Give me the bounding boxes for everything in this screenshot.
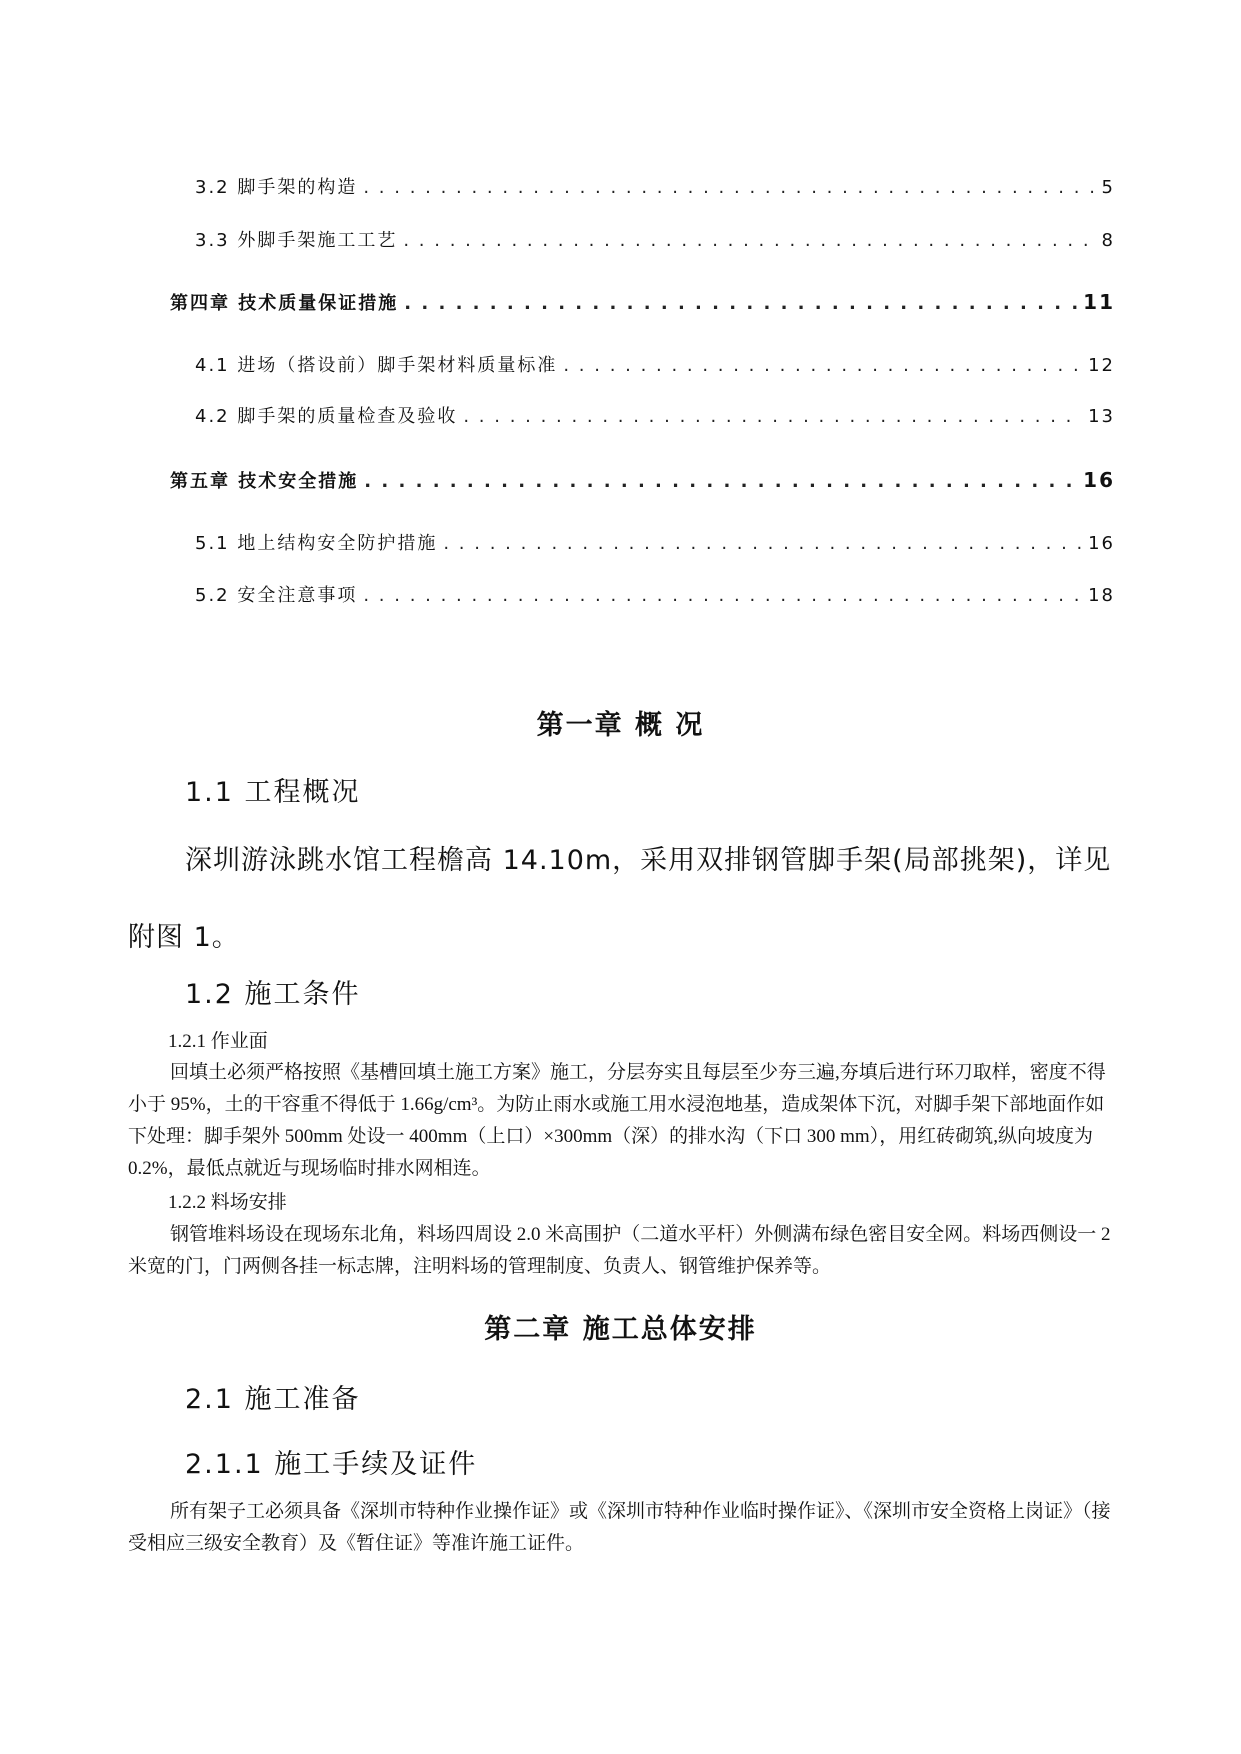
toc-leader-dots (363, 177, 1095, 198)
toc-entry-page: 8 (1101, 230, 1115, 251)
toc-entry-label: 3.3 外脚手架施工工艺 (195, 230, 398, 251)
toc-entry-label: 第四章 技术质量保证措施 (170, 293, 399, 314)
toc-entry-page: 16 (1088, 533, 1115, 554)
toc-entry[interactable] (195, 402, 1115, 428)
toc-entry-label: 3.2 脚手架的构造 (195, 177, 358, 198)
section-2-1-heading: 2.1 施工准备 (185, 1384, 361, 1415)
toc-entry-page: 13 (1088, 406, 1115, 427)
chapter-1-title: 第一章 概 况 (536, 710, 705, 741)
toc-entry[interactable] (195, 529, 1115, 555)
section-1-1-heading: 1.1 工程概况 (185, 777, 361, 808)
section-1-2-1-heading: 1.2.1 作业面 (168, 1031, 268, 1052)
toc-leader-dots (364, 471, 1077, 492)
toc-leader-dots (443, 533, 1082, 554)
toc-entry-page: 5 (1101, 177, 1115, 198)
toc-entry[interactable] (195, 173, 1115, 199)
toc-entry-page: 12 (1088, 355, 1115, 376)
section-1-2-heading: 1.2 施工条件 (185, 979, 361, 1010)
section-1-2-2-heading: 1.2.2 料场安排 (168, 1192, 287, 1213)
toc-chapter-entry[interactable] (170, 289, 1115, 315)
toc-leader-dots (404, 293, 1077, 314)
section-1-2-1-paragraph: 回填土必须严格按照《基槽回填土施工方案》施工，分层夯实且每层至少夯三遍,夯填后进行环刀取样，密度不得小于 95%，土的干容重不得低于 1.66g/cm³。为防止雨水或施工用水浸泡地基，造成架体下沉，对脚手架下部地面作如下处理：脚手架外 500mm 处设一 400mm（上口）×300mm（深）的排水沟（下口 300 mm），用红砖砌筑,纵向坡度为 0.2%，最低点就近与现场临时排水网相连。 (128, 1062, 1106, 1179)
chapter-2-title: 第二章 施工总体安排 (484, 1314, 757, 1345)
toc-entry[interactable] (195, 351, 1115, 377)
section-2-1-1-paragraph: 所有架子工必须具备《深圳市特种作业操作证》或《深圳市特种作业临时操作证》、《深圳市安全资格上岗证》（接受相应三级安全教育）及《暂住证》等准许施工证件。 (128, 1501, 1111, 1554)
toc-leader-dots (563, 355, 1082, 376)
toc-leader-dots (463, 406, 1082, 427)
toc-entry-page: 11 (1083, 290, 1115, 314)
section-1-1-paragraph: 深圳游泳跳水馆工程檐高 14.10m，采用双排钢管脚手架(局部挑架)，详见附图 1。 (128, 845, 1112, 953)
toc-entry-label: 5.2 安全注意事项 (195, 585, 358, 606)
toc-entry[interactable] (195, 581, 1115, 607)
toc-entry-label: 5.1 地上结构安全防护措施 (195, 533, 438, 554)
toc-entry-page: 18 (1088, 585, 1115, 606)
toc-entry-label: 4.1 进场（搭设前）脚手架材料质量标准 (195, 355, 558, 376)
toc-chapter-entry[interactable] (170, 467, 1115, 493)
toc-entry-label: 第五章 技术安全措施 (170, 471, 359, 492)
toc-entry-label: 4.2 脚手架的质量检查及验收 (195, 406, 458, 427)
toc-leader-dots (363, 585, 1082, 606)
toc-entry[interactable] (195, 226, 1115, 252)
toc-leader-dots (403, 230, 1095, 251)
section-1-2-2-paragraph: 钢管堆料场设在现场东北角，料场四周设 2.0 米高围护（二道水平杆）外侧满布绿色密目安全网。料场西侧设一 2 米宽的门，门两侧各挂一标志牌，注明料场的管理制度、负责人、钢管维护保养等。 (128, 1224, 1111, 1277)
toc-entry-page: 16 (1083, 468, 1115, 492)
section-2-1-1-heading: 2.1.1 施工手续及证件 (185, 1449, 478, 1480)
